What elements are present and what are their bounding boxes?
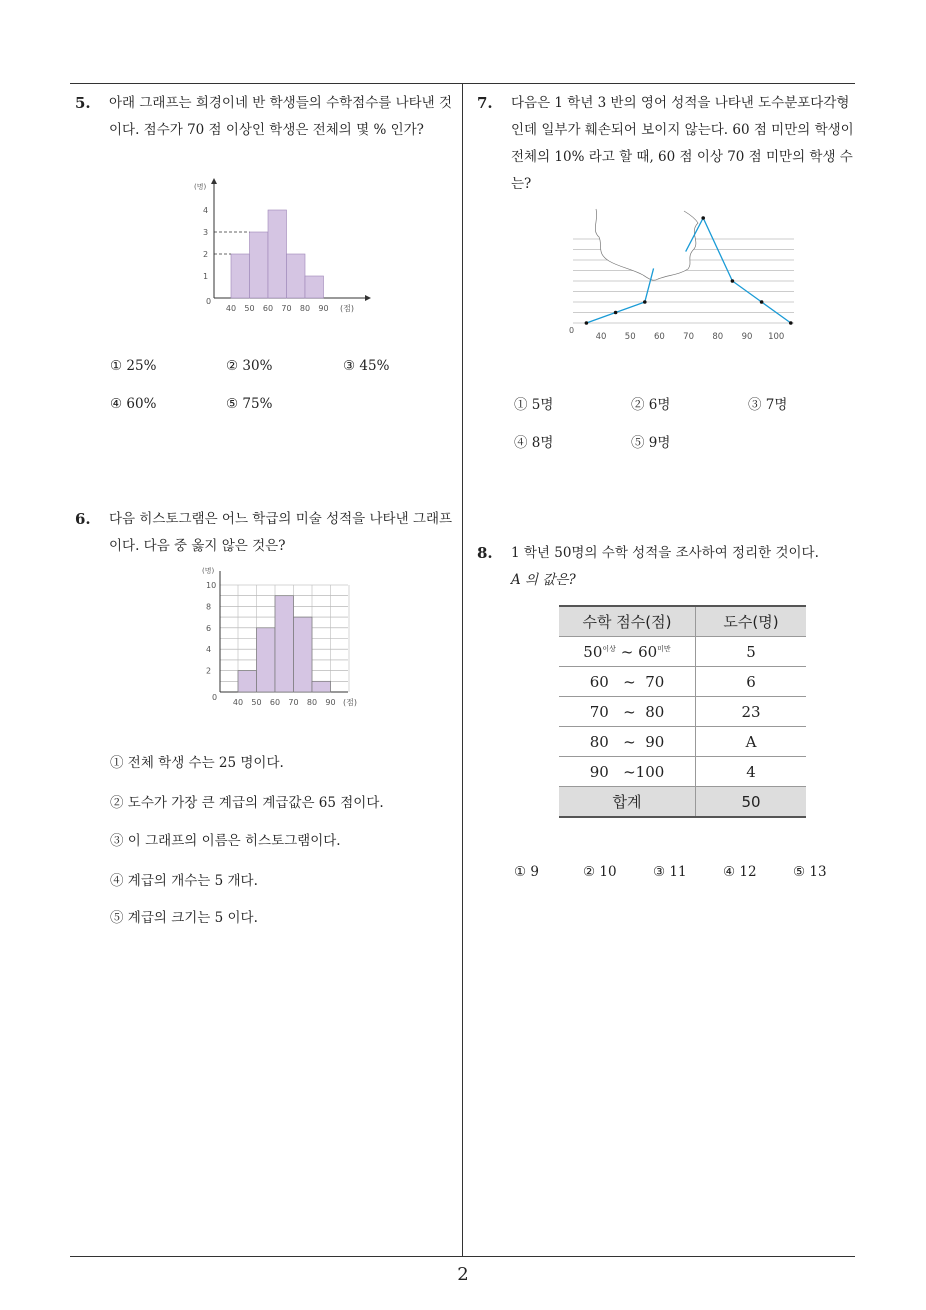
table-header-row <box>559 606 806 637</box>
x-tick-label: 90 <box>325 698 336 707</box>
x-axis-arrow <box>365 295 371 301</box>
option-5[interactable]: ⑤ 9명 <box>631 435 671 451</box>
question-text: 다음은 1 학년 3 반의 영어 성적을 나타낸 도수분포다각형인데 일부가 훼손되어 보이지 않는다. 60 점 미만의 학생이 전체의 10% 라고 할 때, 60 점 이상 70 점 미만의 학생 수는? <box>511 95 854 192</box>
x-tick-label: 70 <box>288 698 299 707</box>
histogram-bar <box>305 276 324 298</box>
y-tick-label: 2 <box>203 250 209 259</box>
total-value: 50 <box>696 787 807 818</box>
data-point <box>760 300 764 304</box>
frequency-table <box>559 605 806 818</box>
x-tick-label: 80 <box>306 698 318 707</box>
question-8 <box>477 540 862 594</box>
question-6 <box>75 506 460 560</box>
histogram-bar <box>257 628 276 692</box>
frequency-value: 6 <box>696 667 807 697</box>
option-5[interactable]: ⑤ 13 <box>793 864 827 880</box>
range-end-note: 미만 <box>657 644 671 653</box>
option-4[interactable]: ④ 12 <box>723 864 757 880</box>
y-tick-label: 4 <box>206 645 212 655</box>
histogram-bar <box>275 596 294 692</box>
histogram-bar <box>268 210 287 298</box>
x-tick-label: 40 <box>232 698 244 707</box>
question-5 <box>75 90 460 144</box>
y-tick-label: 1 <box>203 272 209 281</box>
chart-q7-frequency-polygon <box>565 205 805 345</box>
option-1[interactable]: ① 9 <box>514 864 539 880</box>
y-tick-label: 3 <box>203 228 209 237</box>
question-text: 아래 그래프는 희경이네 반 학생들의 수학점수를 나타낸 것이다. 점수가 70 점 이상인 학생은 전체의 몇 % 인가? <box>109 95 453 138</box>
table-total-row <box>559 787 806 818</box>
x-tick-label: 60 <box>269 698 281 707</box>
data-point <box>643 300 647 304</box>
x-tick-label: 70 <box>683 332 695 342</box>
option-3[interactable]: ③ 45% <box>343 358 390 374</box>
range-start: 90 <box>589 762 609 781</box>
question-text: 1 학년 50명의 수학 성적을 조사하여 정리한 것이다. <box>511 545 819 561</box>
x-tick-label: 70 <box>281 304 292 313</box>
x-axis-unit: (점) <box>340 304 354 313</box>
range-separator: ~ <box>620 642 634 661</box>
option-1[interactable]: ① 25% <box>110 358 157 374</box>
total-label: 합계 <box>559 787 696 818</box>
frequency-value: 23 <box>696 697 807 727</box>
option-2[interactable]: ② 30% <box>226 358 273 374</box>
x-tick-label: 40 <box>225 304 237 313</box>
chart-q6-histogram <box>196 563 371 713</box>
option-1[interactable]: ① 5명 <box>514 397 554 413</box>
histogram-bar <box>294 617 313 692</box>
option-1[interactable]: ① 전체 학생 수는 25 명이다. <box>110 755 284 771</box>
header-frequency: 도수(명) <box>696 606 807 637</box>
y-tick-label: 8 <box>206 602 212 612</box>
score-range <box>559 667 696 697</box>
table-row <box>559 697 806 727</box>
range-start-note: 이상 <box>602 644 616 653</box>
damaged-region <box>593 205 698 280</box>
x-tick-label: 100 <box>768 332 785 342</box>
score-range <box>559 697 696 727</box>
range-start: 80 <box>589 732 609 751</box>
range-end: 100 <box>635 762 665 781</box>
frequency-value: 4 <box>696 757 807 787</box>
question-text-line2: A 의 값은? <box>511 572 576 588</box>
range-end: 80 <box>645 702 665 721</box>
histogram-bar <box>287 254 306 298</box>
x-tick-label: 60 <box>262 304 274 313</box>
page-number: 2 <box>457 1264 469 1285</box>
y-axis-unit: (명) <box>202 567 215 575</box>
y-axis-arrow <box>211 178 217 184</box>
origin-label: 0 <box>212 693 218 702</box>
range-separator: ~ <box>623 732 636 751</box>
y-axis-unit: (명) <box>194 183 207 191</box>
data-point <box>701 216 705 220</box>
option-4[interactable]: ④ 60% <box>110 396 157 412</box>
score-range <box>559 637 696 667</box>
option-2[interactable]: ② 6명 <box>631 397 671 413</box>
table-row <box>559 757 806 787</box>
chart-q5-histogram <box>190 178 380 320</box>
x-axis-unit: (점) <box>343 698 357 707</box>
option-5[interactable]: ⑤ 75% <box>226 396 273 412</box>
option-4[interactable]: ④ 8명 <box>514 435 554 451</box>
x-tick-label: 80 <box>712 332 724 342</box>
range-start: 60 <box>589 672 609 691</box>
data-point <box>789 321 793 325</box>
frequency-value: 5 <box>696 637 807 667</box>
range-separator: ~ <box>623 702 636 721</box>
option-3[interactable]: ③ 이 그래프의 이름은 히스토그램이다. <box>110 833 341 849</box>
histogram-bar <box>312 681 331 692</box>
range-start: 50 <box>583 642 603 661</box>
range-end: 90 <box>645 732 665 751</box>
histogram-bar <box>250 232 269 298</box>
header-score: 수학 점수(점) <box>559 606 696 637</box>
x-tick-label: 80 <box>299 304 311 313</box>
question-number: 7. <box>477 94 493 112</box>
question-number: 8. <box>477 544 493 562</box>
origin-label: 0 <box>569 326 575 335</box>
histogram-bar <box>231 254 250 298</box>
frequency-value: A <box>696 727 807 757</box>
data-point <box>585 321 589 325</box>
range-separator: ~ <box>623 672 636 691</box>
x-tick-label: 60 <box>653 332 665 342</box>
y-tick-label: 4 <box>203 206 209 215</box>
y-tick-label: 10 <box>206 581 217 590</box>
range-end: 70 <box>645 672 665 691</box>
range-end: 60 <box>638 642 658 661</box>
table-row <box>559 727 806 757</box>
origin-label: 0 <box>206 297 212 306</box>
option-3[interactable]: ③ 7명 <box>748 397 788 413</box>
table-row <box>559 637 806 667</box>
question-text: 다음 히스토그램은 어느 학급의 미술 성적을 나타낸 그래프이다. 다음 중 옳지 않은 것은? <box>109 511 453 554</box>
column-divider <box>462 83 463 1257</box>
option-2[interactable]: ② 10 <box>583 864 617 880</box>
bottom-rule <box>70 1256 855 1257</box>
data-point <box>731 279 735 283</box>
x-tick-label: 50 <box>251 698 262 707</box>
question-7 <box>477 90 862 198</box>
range-start: 70 <box>589 702 609 721</box>
x-tick-label: 40 <box>595 332 607 342</box>
data-point <box>614 311 618 315</box>
score-range <box>559 727 696 757</box>
histogram-bar <box>238 671 257 692</box>
option-2[interactable]: ② 도수가 가장 큰 계급의 계급값은 65 점이다. <box>110 795 384 811</box>
question-number: 6. <box>75 510 91 528</box>
x-tick-label: 50 <box>624 332 636 342</box>
y-tick-label: 2 <box>206 666 212 676</box>
option-4[interactable]: ④ 계급의 개수는 5 개다. <box>110 873 258 889</box>
x-tick-label: 50 <box>244 304 255 313</box>
option-3[interactable]: ③ 11 <box>653 864 687 880</box>
score-range <box>559 757 696 787</box>
x-tick-label: 90 <box>741 332 753 342</box>
x-tick-label: 90 <box>318 304 329 313</box>
y-tick-label: 6 <box>206 623 212 633</box>
option-5[interactable]: ⑤ 계급의 크기는 5 이다. <box>110 910 258 926</box>
polygon-line-left <box>586 268 653 323</box>
table-row <box>559 667 806 697</box>
range-separator: ~ <box>623 762 636 781</box>
question-number: 5. <box>75 94 91 112</box>
